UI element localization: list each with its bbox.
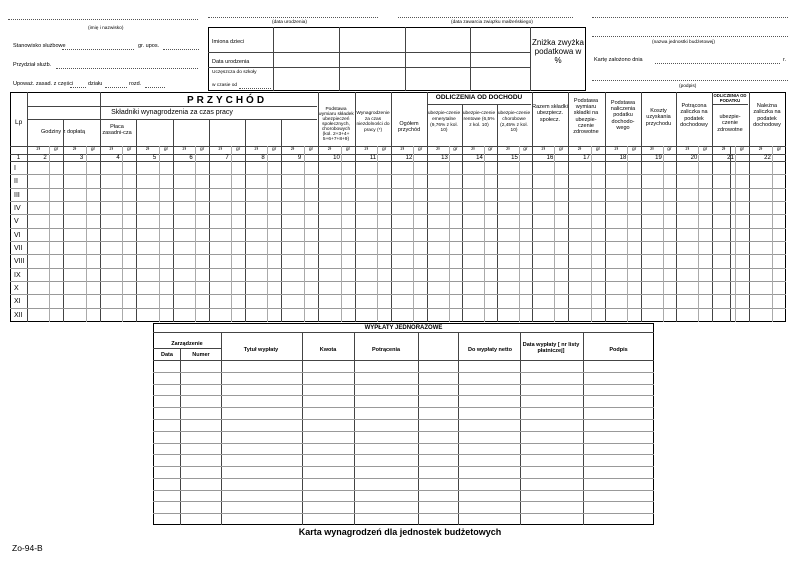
payment-title-header: Tytuł wypłaty bbox=[243, 347, 279, 353]
marriage-date-line bbox=[398, 17, 573, 18]
column-number: 8 bbox=[261, 155, 265, 161]
sickness-pay-header: Wynagrodzenie za czas niezdolności do pracy (*) bbox=[356, 111, 390, 133]
unit-zl: zł bbox=[364, 147, 368, 152]
column-number: 9 bbox=[297, 155, 302, 161]
month-row-label: VIII bbox=[14, 258, 25, 266]
unit-gr: gr bbox=[200, 147, 205, 152]
unit-gr: gr bbox=[523, 147, 528, 152]
illness-header: ubezpie-czenie chorobowe (2,45% z kol. 10) bbox=[497, 111, 531, 134]
column-number: 22 bbox=[764, 155, 771, 161]
division-label: działu bbox=[88, 81, 103, 87]
unit-gr: gr bbox=[272, 147, 277, 152]
birth-date-line bbox=[208, 17, 378, 18]
month-row-label: IX bbox=[14, 271, 21, 279]
column-number: 17 bbox=[583, 155, 590, 161]
unit-gr: gr bbox=[90, 147, 96, 152]
column-number: 5 bbox=[152, 155, 157, 161]
unit-zl: zł bbox=[218, 147, 222, 152]
unit-gr: gr bbox=[453, 147, 458, 152]
due-advance-header: Należna zaliczka na podatek dochodowy bbox=[753, 103, 781, 129]
card-title: Karta wynagrodzeń dla jednostek budżetowych bbox=[298, 527, 502, 537]
unit-gr: gr bbox=[559, 147, 564, 152]
month-row-label: X bbox=[14, 284, 19, 292]
name-line bbox=[8, 19, 198, 20]
column-number: 7 bbox=[225, 155, 229, 161]
column-number: 14 bbox=[476, 155, 483, 161]
base-pay-header: Płaca zasadni-cza bbox=[102, 124, 132, 137]
division-line bbox=[105, 87, 127, 88]
marriage-date-caption: (data zawarcia związku małżeńskiego) bbox=[451, 20, 533, 25]
unit-zl: zł bbox=[327, 147, 332, 152]
name-caption: (imię i nazwisko) bbox=[88, 26, 124, 31]
birth-date-caption: (data urodzenia) bbox=[272, 20, 307, 25]
unit-zl: zł bbox=[506, 147, 510, 152]
chapter-label: rozd. bbox=[129, 81, 142, 87]
month-row-label: V bbox=[14, 218, 19, 226]
lp-header: Lp bbox=[15, 119, 23, 126]
month-row-label: II bbox=[14, 178, 18, 186]
unit-zl: zł bbox=[685, 147, 689, 152]
hours-header: Godziny z dopłatą bbox=[40, 129, 86, 135]
payment-deductions-header: Potrącenia bbox=[371, 347, 401, 353]
authorization-line bbox=[70, 87, 86, 88]
costs-header: Koszty uzyskania przychodu bbox=[645, 108, 672, 127]
order-date-header: Data bbox=[161, 352, 173, 358]
signature-caption: (podpis) bbox=[679, 84, 697, 89]
order-header: Zarządzenie bbox=[171, 341, 203, 347]
unit-gr: gr bbox=[667, 147, 672, 152]
disability-header: ubezpie-czenie rentowe (6,5% z kol. 10) bbox=[462, 111, 496, 128]
unit-zl: zł bbox=[650, 147, 654, 152]
column-number: 11 bbox=[369, 155, 377, 161]
assignment-label: Przydział służb. bbox=[13, 62, 52, 68]
unit-zl: zł bbox=[471, 147, 475, 152]
column-number: 19 bbox=[655, 155, 662, 161]
unit-gr: gr bbox=[488, 147, 493, 152]
column-number: 21 bbox=[727, 155, 734, 161]
authorization-label: Upoważ. zasad. z części bbox=[13, 81, 74, 87]
pension-header: ubezpie-czenie emerytalne (9,76% z kol. 10) bbox=[427, 111, 461, 134]
group-line bbox=[163, 49, 199, 50]
budget-unit-caption: (nazwa jednostki budżetowej) bbox=[652, 40, 715, 45]
year-suffix: r. bbox=[783, 57, 787, 63]
tax-relief-label: Zniżka zwyżka podatkowa w % bbox=[531, 38, 584, 65]
health-insurance-header: ubezpie-czenie zdrowotne bbox=[717, 114, 743, 133]
children-period-label: w czasie od bbox=[212, 83, 238, 88]
health-base-header: Podstawa wymiaru składki na ubezpie-czenie zdrowotne bbox=[573, 98, 599, 136]
unit-gr: gr bbox=[163, 147, 169, 152]
unit-gr: gr bbox=[418, 147, 423, 152]
unit-zl: zł bbox=[254, 147, 258, 152]
chapter-line bbox=[145, 87, 165, 88]
column-number: 10 bbox=[333, 155, 340, 161]
month-row-label: VI bbox=[14, 231, 21, 239]
unit-zl: zł bbox=[290, 147, 295, 152]
column-number: 13 bbox=[441, 155, 448, 161]
card-established-label: Kartę założono dnia bbox=[594, 57, 643, 63]
month-row-label: I bbox=[14, 165, 16, 172]
position-label: Stanowisko służbowe bbox=[13, 43, 66, 49]
unit-zl: zł bbox=[400, 147, 404, 152]
unit-gr: gr bbox=[308, 147, 314, 152]
unit-zl: zł bbox=[614, 147, 618, 152]
unit-zl: zł bbox=[109, 147, 113, 152]
components-title: Składniki wynagrodzenia za czas pracy bbox=[111, 109, 233, 116]
unit-gr: gr bbox=[236, 147, 241, 152]
unit-gr: gr bbox=[739, 147, 745, 152]
children-names-label: Imiona dzieci bbox=[212, 39, 245, 45]
column-number: 3 bbox=[79, 155, 84, 161]
children-birth-label: Data urodzenia bbox=[212, 59, 250, 65]
net-header: Do wypłaty netto bbox=[467, 347, 512, 353]
month-row-label: III bbox=[14, 191, 20, 199]
total-income-header: Ogółem przychód bbox=[397, 121, 421, 134]
unit-zl: zł bbox=[758, 147, 763, 152]
unit-gr: gr bbox=[595, 147, 601, 152]
form-code: Zo-94-B bbox=[12, 543, 43, 553]
signature-header: Podpis bbox=[609, 347, 628, 353]
calc-advance-header: Potrącona zaliczka na podatek dochodowy bbox=[680, 103, 708, 129]
column-number: 15 bbox=[511, 155, 518, 161]
payments-title: WYPŁATY JEDNORAZOWE bbox=[364, 325, 443, 331]
children-school-label: Uczęszcza do szkoły bbox=[212, 70, 257, 75]
column-number: 12 bbox=[405, 155, 413, 161]
pay-date-header: Data wypłaty [ nr listy płatniczej] bbox=[522, 342, 580, 355]
tax-base-header: Podstawa naliczenia podatku dochodo-wego bbox=[610, 100, 636, 131]
unit-zl: zł bbox=[72, 147, 77, 152]
column-number: 2 bbox=[43, 155, 47, 161]
unit-zl: zł bbox=[721, 147, 726, 152]
month-row-label: IV bbox=[14, 204, 21, 212]
unit-gr: gr bbox=[703, 147, 708, 152]
order-number-header: Numer bbox=[192, 352, 210, 358]
unit-gr: gr bbox=[345, 147, 351, 152]
unit-gr: gr bbox=[382, 147, 387, 152]
group-label: gr. upos. bbox=[138, 43, 160, 49]
assignment-line bbox=[56, 68, 198, 69]
social-total-header: Razem składki ubezpiecz. społecz. bbox=[532, 104, 568, 123]
column-number: 4 bbox=[116, 155, 120, 161]
position-line bbox=[62, 49, 134, 50]
unit-gr: gr bbox=[127, 147, 132, 152]
unit-gr: gr bbox=[776, 147, 782, 152]
month-row-label: XII bbox=[14, 311, 23, 319]
unit-zl: zł bbox=[145, 147, 150, 152]
income-title: PRZYCHÓD bbox=[186, 95, 268, 106]
unit-zl: zł bbox=[36, 147, 40, 152]
month-row-label: XI bbox=[14, 298, 21, 306]
deductions-title: ODLICZENIA OD DOCHODU bbox=[435, 94, 523, 101]
column-number: 6 bbox=[189, 155, 193, 161]
unit-gr: gr bbox=[54, 147, 59, 152]
contribution-base-header: Podstawa wymiaru składek ubezpieczeń społecznych, chorobowych (kol. 2+3+4+ 5+6+7+8+9) bbox=[318, 107, 354, 142]
tax-deductions-title: ODLICZENIA OD PODATKU bbox=[713, 93, 747, 103]
column-number: 18 bbox=[619, 155, 627, 161]
unit-zl: zł bbox=[541, 147, 545, 152]
unit-gr: gr bbox=[632, 147, 637, 152]
unit-zl: zł bbox=[182, 147, 186, 152]
column-number: 16 bbox=[546, 155, 554, 161]
month-row-label: VII bbox=[14, 244, 23, 252]
unit-zl: zł bbox=[577, 147, 582, 152]
unit-zl: zł bbox=[436, 147, 440, 152]
column-number: 20 bbox=[690, 155, 698, 161]
column-number: 1 bbox=[16, 155, 21, 161]
amount-header: Kwota bbox=[319, 347, 337, 353]
